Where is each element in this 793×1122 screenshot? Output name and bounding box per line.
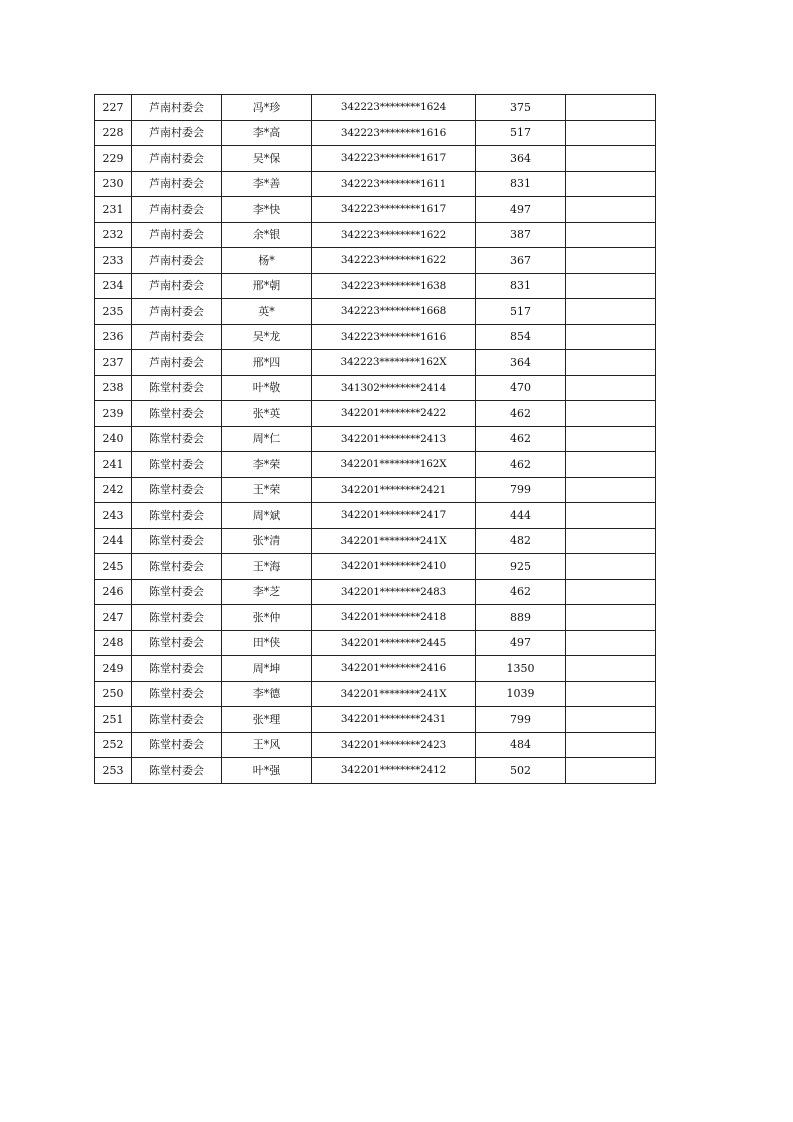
village-committee-cell: 陈堂村委会 bbox=[132, 426, 222, 452]
remark-cell bbox=[566, 375, 656, 401]
village-committee-cell: 芦南村委会 bbox=[132, 197, 222, 223]
amount-cell: 1350 bbox=[476, 656, 566, 682]
village-committee-cell: 芦南村委会 bbox=[132, 273, 222, 299]
id-number-cell: 342223********1668 bbox=[312, 299, 476, 325]
remark-cell bbox=[566, 528, 656, 554]
amount-cell: 831 bbox=[476, 273, 566, 299]
amount-cell: 470 bbox=[476, 375, 566, 401]
id-number-cell: 342201********2423 bbox=[312, 732, 476, 758]
id-number-cell: 342201********2431 bbox=[312, 707, 476, 733]
remark-cell bbox=[566, 579, 656, 605]
person-name-cell: 叶*敬 bbox=[222, 375, 312, 401]
row-number-cell: 247 bbox=[95, 605, 132, 631]
table-row bbox=[95, 248, 656, 274]
remark-cell bbox=[566, 477, 656, 503]
village-committee-cell: 芦南村委会 bbox=[132, 222, 222, 248]
amount-cell: 517 bbox=[476, 120, 566, 146]
table-row bbox=[95, 579, 656, 605]
table-row bbox=[95, 554, 656, 580]
row-number-cell: 253 bbox=[95, 758, 132, 784]
person-name-cell: 叶*强 bbox=[222, 758, 312, 784]
id-number-cell: 342223********1617 bbox=[312, 197, 476, 223]
person-name-cell: 王*海 bbox=[222, 554, 312, 580]
row-number-cell: 232 bbox=[95, 222, 132, 248]
amount-cell: 462 bbox=[476, 426, 566, 452]
person-name-cell: 张*理 bbox=[222, 707, 312, 733]
id-number-cell: 342201********2421 bbox=[312, 477, 476, 503]
village-committee-cell: 芦南村委会 bbox=[132, 350, 222, 376]
id-number-cell: 342223********1622 bbox=[312, 248, 476, 274]
row-number-cell: 242 bbox=[95, 477, 132, 503]
table-row bbox=[95, 732, 656, 758]
remark-cell bbox=[566, 707, 656, 733]
person-name-cell: 王*风 bbox=[222, 732, 312, 758]
person-name-cell: 英* bbox=[222, 299, 312, 325]
amount-cell: 889 bbox=[476, 605, 566, 631]
person-name-cell: 李*善 bbox=[222, 171, 312, 197]
table-row bbox=[95, 426, 656, 452]
amount-cell: 462 bbox=[476, 579, 566, 605]
table-row bbox=[95, 656, 656, 682]
village-committee-cell: 陈堂村委会 bbox=[132, 605, 222, 631]
person-name-cell: 李*芝 bbox=[222, 579, 312, 605]
remark-cell bbox=[566, 324, 656, 350]
amount-cell: 375 bbox=[476, 95, 566, 121]
row-number-cell: 245 bbox=[95, 554, 132, 580]
id-number-cell: 342201********2422 bbox=[312, 401, 476, 427]
remark-cell bbox=[566, 197, 656, 223]
row-number-cell: 241 bbox=[95, 452, 132, 478]
id-number-cell: 342201********2413 bbox=[312, 426, 476, 452]
remark-cell bbox=[566, 299, 656, 325]
row-number-cell: 236 bbox=[95, 324, 132, 350]
table-row bbox=[95, 681, 656, 707]
id-number-cell: 342223********162X bbox=[312, 350, 476, 376]
amount-cell: 444 bbox=[476, 503, 566, 529]
person-name-cell: 冯*珍 bbox=[222, 95, 312, 121]
table-row bbox=[95, 95, 656, 121]
table-row bbox=[95, 350, 656, 376]
village-committee-cell: 陈堂村委会 bbox=[132, 554, 222, 580]
person-name-cell: 张*仲 bbox=[222, 605, 312, 631]
person-name-cell: 张*清 bbox=[222, 528, 312, 554]
amount-cell: 364 bbox=[476, 350, 566, 376]
table-row bbox=[95, 222, 656, 248]
table-row bbox=[95, 299, 656, 325]
table-row bbox=[95, 630, 656, 656]
remark-cell bbox=[566, 120, 656, 146]
village-committee-cell: 陈堂村委会 bbox=[132, 579, 222, 605]
document-table-container bbox=[94, 94, 656, 784]
person-name-cell: 张*英 bbox=[222, 401, 312, 427]
remark-cell bbox=[566, 503, 656, 529]
row-number-cell: 231 bbox=[95, 197, 132, 223]
row-number-cell: 244 bbox=[95, 528, 132, 554]
village-committee-cell: 陈堂村委会 bbox=[132, 401, 222, 427]
remark-cell bbox=[566, 656, 656, 682]
id-number-cell: 342201********241X bbox=[312, 681, 476, 707]
remark-cell bbox=[566, 146, 656, 172]
row-number-cell: 249 bbox=[95, 656, 132, 682]
person-name-cell: 李*荣 bbox=[222, 452, 312, 478]
id-number-cell: 342223********1622 bbox=[312, 222, 476, 248]
row-number-cell: 252 bbox=[95, 732, 132, 758]
table-row bbox=[95, 605, 656, 631]
person-name-cell: 田*侠 bbox=[222, 630, 312, 656]
table-row bbox=[95, 171, 656, 197]
table-body bbox=[95, 95, 656, 784]
table-row bbox=[95, 503, 656, 529]
table-row bbox=[95, 707, 656, 733]
person-name-cell: 邢*朝 bbox=[222, 273, 312, 299]
amount-cell: 799 bbox=[476, 707, 566, 733]
row-number-cell: 237 bbox=[95, 350, 132, 376]
remark-cell bbox=[566, 758, 656, 784]
remark-cell bbox=[566, 681, 656, 707]
person-name-cell: 周*坤 bbox=[222, 656, 312, 682]
person-name-cell: 李*德 bbox=[222, 681, 312, 707]
id-number-cell: 341302********2414 bbox=[312, 375, 476, 401]
village-committee-cell: 芦南村委会 bbox=[132, 324, 222, 350]
table-row bbox=[95, 375, 656, 401]
person-name-cell: 周*斌 bbox=[222, 503, 312, 529]
remark-cell bbox=[566, 248, 656, 274]
row-number-cell: 240 bbox=[95, 426, 132, 452]
remark-cell bbox=[566, 630, 656, 656]
row-number-cell: 248 bbox=[95, 630, 132, 656]
amount-cell: 462 bbox=[476, 401, 566, 427]
row-number-cell: 230 bbox=[95, 171, 132, 197]
village-committee-cell: 陈堂村委会 bbox=[132, 732, 222, 758]
table-row bbox=[95, 197, 656, 223]
row-number-cell: 228 bbox=[95, 120, 132, 146]
amount-cell: 831 bbox=[476, 171, 566, 197]
village-committee-cell: 陈堂村委会 bbox=[132, 656, 222, 682]
id-number-cell: 342201********241X bbox=[312, 528, 476, 554]
id-number-cell: 342201********2412 bbox=[312, 758, 476, 784]
row-number-cell: 250 bbox=[95, 681, 132, 707]
id-number-cell: 342201********2418 bbox=[312, 605, 476, 631]
row-number-cell: 233 bbox=[95, 248, 132, 274]
id-number-cell: 342201********2416 bbox=[312, 656, 476, 682]
table-row bbox=[95, 324, 656, 350]
village-committee-cell: 芦南村委会 bbox=[132, 171, 222, 197]
row-number-cell: 229 bbox=[95, 146, 132, 172]
person-name-cell: 邢*四 bbox=[222, 350, 312, 376]
remark-cell bbox=[566, 350, 656, 376]
id-number-cell: 342223********1611 bbox=[312, 171, 476, 197]
remark-cell bbox=[566, 95, 656, 121]
village-committee-cell: 陈堂村委会 bbox=[132, 503, 222, 529]
person-name-cell: 吴*龙 bbox=[222, 324, 312, 350]
village-committee-cell: 芦南村委会 bbox=[132, 299, 222, 325]
id-number-cell: 342223********1616 bbox=[312, 324, 476, 350]
amount-cell: 497 bbox=[476, 630, 566, 656]
row-number-cell: 239 bbox=[95, 401, 132, 427]
row-number-cell: 238 bbox=[95, 375, 132, 401]
village-committee-cell: 陈堂村委会 bbox=[132, 452, 222, 478]
remark-cell bbox=[566, 273, 656, 299]
table-row bbox=[95, 452, 656, 478]
village-committee-cell: 芦南村委会 bbox=[132, 146, 222, 172]
amount-cell: 484 bbox=[476, 732, 566, 758]
amount-cell: 799 bbox=[476, 477, 566, 503]
row-number-cell: 234 bbox=[95, 273, 132, 299]
table-row bbox=[95, 401, 656, 427]
village-committee-cell: 陈堂村委会 bbox=[132, 375, 222, 401]
person-name-cell: 李*快 bbox=[222, 197, 312, 223]
id-number-cell: 342201********2445 bbox=[312, 630, 476, 656]
row-number-cell: 243 bbox=[95, 503, 132, 529]
id-number-cell: 342201********2417 bbox=[312, 503, 476, 529]
amount-cell: 925 bbox=[476, 554, 566, 580]
remark-cell bbox=[566, 401, 656, 427]
amount-cell: 387 bbox=[476, 222, 566, 248]
amount-cell: 854 bbox=[476, 324, 566, 350]
id-number-cell: 342223********1617 bbox=[312, 146, 476, 172]
village-committee-cell: 陈堂村委会 bbox=[132, 528, 222, 554]
village-committee-cell: 陈堂村委会 bbox=[132, 681, 222, 707]
person-name-cell: 杨* bbox=[222, 248, 312, 274]
person-name-cell: 王*荣 bbox=[222, 477, 312, 503]
village-committee-cell: 芦南村委会 bbox=[132, 120, 222, 146]
village-committee-cell: 芦南村委会 bbox=[132, 95, 222, 121]
table-row bbox=[95, 758, 656, 784]
id-number-cell: 342223********1638 bbox=[312, 273, 476, 299]
remark-cell bbox=[566, 554, 656, 580]
village-committee-cell: 陈堂村委会 bbox=[132, 630, 222, 656]
table-row bbox=[95, 477, 656, 503]
remark-cell bbox=[566, 732, 656, 758]
table-row bbox=[95, 273, 656, 299]
amount-cell: 1039 bbox=[476, 681, 566, 707]
remark-cell bbox=[566, 171, 656, 197]
amount-cell: 497 bbox=[476, 197, 566, 223]
village-committee-cell: 陈堂村委会 bbox=[132, 707, 222, 733]
id-number-cell: 342201********162X bbox=[312, 452, 476, 478]
table-row bbox=[95, 120, 656, 146]
person-name-cell: 余*银 bbox=[222, 222, 312, 248]
village-committee-cell: 陈堂村委会 bbox=[132, 477, 222, 503]
person-name-cell: 吴*保 bbox=[222, 146, 312, 172]
table-row bbox=[95, 528, 656, 554]
village-committee-cell: 陈堂村委会 bbox=[132, 758, 222, 784]
person-name-cell: 李*高 bbox=[222, 120, 312, 146]
remark-cell bbox=[566, 426, 656, 452]
id-number-cell: 342201********2483 bbox=[312, 579, 476, 605]
amount-cell: 462 bbox=[476, 452, 566, 478]
amount-cell: 367 bbox=[476, 248, 566, 274]
table-row bbox=[95, 146, 656, 172]
payment-table bbox=[94, 94, 656, 784]
row-number-cell: 246 bbox=[95, 579, 132, 605]
village-committee-cell: 芦南村委会 bbox=[132, 248, 222, 274]
amount-cell: 502 bbox=[476, 758, 566, 784]
amount-cell: 517 bbox=[476, 299, 566, 325]
id-number-cell: 342201********2410 bbox=[312, 554, 476, 580]
id-number-cell: 342223********1624 bbox=[312, 95, 476, 121]
amount-cell: 364 bbox=[476, 146, 566, 172]
amount-cell: 482 bbox=[476, 528, 566, 554]
remark-cell bbox=[566, 452, 656, 478]
id-number-cell: 342223********1616 bbox=[312, 120, 476, 146]
row-number-cell: 235 bbox=[95, 299, 132, 325]
person-name-cell: 周*仁 bbox=[222, 426, 312, 452]
remark-cell bbox=[566, 605, 656, 631]
row-number-cell: 227 bbox=[95, 95, 132, 121]
row-number-cell: 251 bbox=[95, 707, 132, 733]
remark-cell bbox=[566, 222, 656, 248]
